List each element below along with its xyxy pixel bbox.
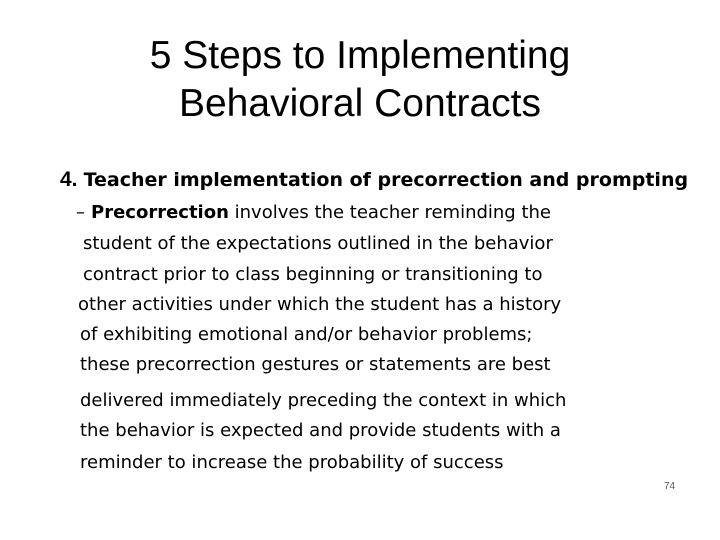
title-line-1: 5 Steps to Implementing — [149, 34, 571, 77]
slide-title — [0, 32, 720, 128]
step-number: 4. — [60, 168, 78, 191]
body-line: these precorrection gestures or statements are best — [80, 354, 551, 375]
body-line: of exhibiting emotional and/or behavior problems; — [80, 324, 533, 345]
page-number: 74 — [664, 481, 676, 492]
bullet-dash: – — [76, 202, 85, 223]
body-line: the behavior is expected and provide students with a — [80, 420, 561, 441]
step-heading — [60, 166, 688, 194]
body-line: contract prior to class beginning or transitioning to — [83, 264, 543, 285]
title-line-2: Behavioral Contracts — [178, 82, 541, 125]
bullet-line-1 — [76, 199, 551, 227]
body-line: delivered immediately preceding the context in which — [80, 390, 567, 411]
bullet-term: Precorrection — [91, 202, 229, 223]
body-line: other activities under which the student has a history — [78, 294, 562, 315]
body-line: involves the teacher reminding the — [228, 202, 551, 223]
step-heading-text: Teacher implementation of precorrection and prompting — [83, 169, 689, 191]
body-line: reminder to increase the probability of success — [80, 452, 504, 473]
body-line: student of the expectations outlined in the behavior — [83, 233, 553, 254]
